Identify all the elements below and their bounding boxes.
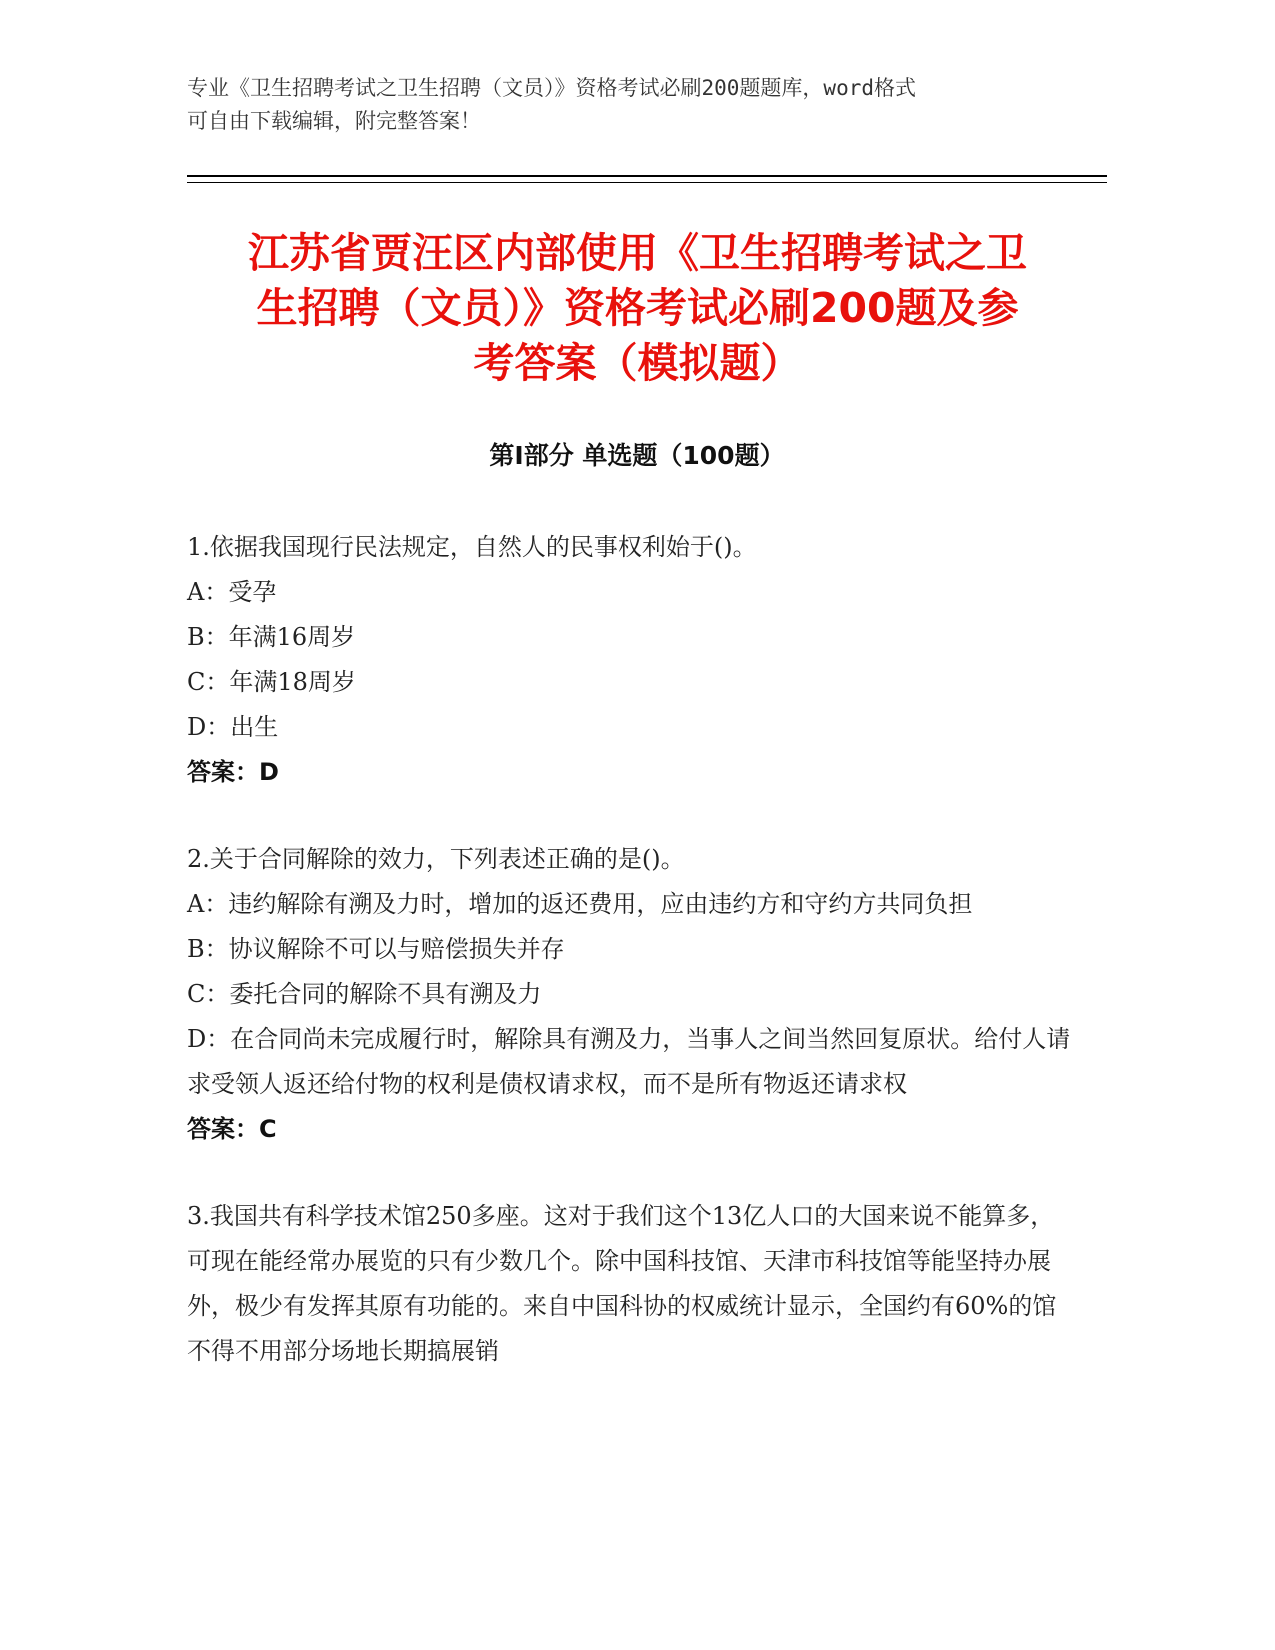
option-a: A：受孕 — [187, 578, 277, 606]
answer: 答案：D — [187, 758, 279, 786]
question-2 — [187, 837, 1072, 1152]
answer: 答案：C — [187, 1115, 277, 1143]
option-d: D：在合同尚未完成履行时，解除具有溯及力，当事人之间当然回复原状。给付人请求受领人返还给付物的权利是债权请求权，而不是所有物返还请求权 — [187, 1025, 1071, 1098]
option-b: B：协议解除不可以与赔偿损失并存 — [187, 935, 565, 963]
question-list — [187, 525, 1072, 1416]
option-d: D：出生 — [187, 713, 279, 741]
title-line: 生招聘（文员）》资格考试必刷200题及参 — [256, 284, 1019, 332]
question-1 — [187, 525, 1072, 795]
document-title — [180, 226, 1095, 391]
question-stem: 2.关于合同解除的效力，下列表述正确的是()。 — [187, 845, 685, 873]
header-note — [187, 72, 1067, 138]
section-title: 第Ⅰ部分 单选题（100题） — [489, 441, 785, 470]
option-b: B：年满16周岁 — [187, 623, 356, 651]
question-stem: 1.依据我国现行民法规定，自然人的民事权利始于()。 — [187, 533, 757, 561]
option-a: A：违约解除有溯及力时，增加的返还费用，应由违约方和守约方共同负担 — [187, 890, 973, 918]
title-line: 考答案（模拟题） — [473, 339, 802, 387]
option-c: C：委托合同的解除不具有溯及力 — [187, 980, 542, 1008]
question-3 — [187, 1194, 1072, 1374]
title-line: 江苏省贾汪区内部使用《卫生招聘考试之卫 — [248, 229, 1027, 277]
option-c: C：年满18周岁 — [187, 668, 356, 696]
header-note-line: 专业《卫生招聘考试之卫生招聘（文员）》资格考试必刷200题题库，word格式 — [187, 76, 916, 100]
header-note-line: 可自由下载编辑，附完整答案！ — [187, 109, 481, 133]
question-stem: 3.我国共有科学技术馆250多座。这对于我们这个13亿人口的大国来说不能算多，可现在能经常办展览的只有少数几个。除中国科技馆、天津市科技馆等能坚持办展外，极少有发挥其原有功能的。来自中国科协的权威统计显示，全国约有60%的馆不得不用部分场地长期搞展销 — [187, 1202, 1057, 1365]
header-divider-thin — [187, 182, 1107, 183]
header-divider-thick — [187, 175, 1107, 177]
